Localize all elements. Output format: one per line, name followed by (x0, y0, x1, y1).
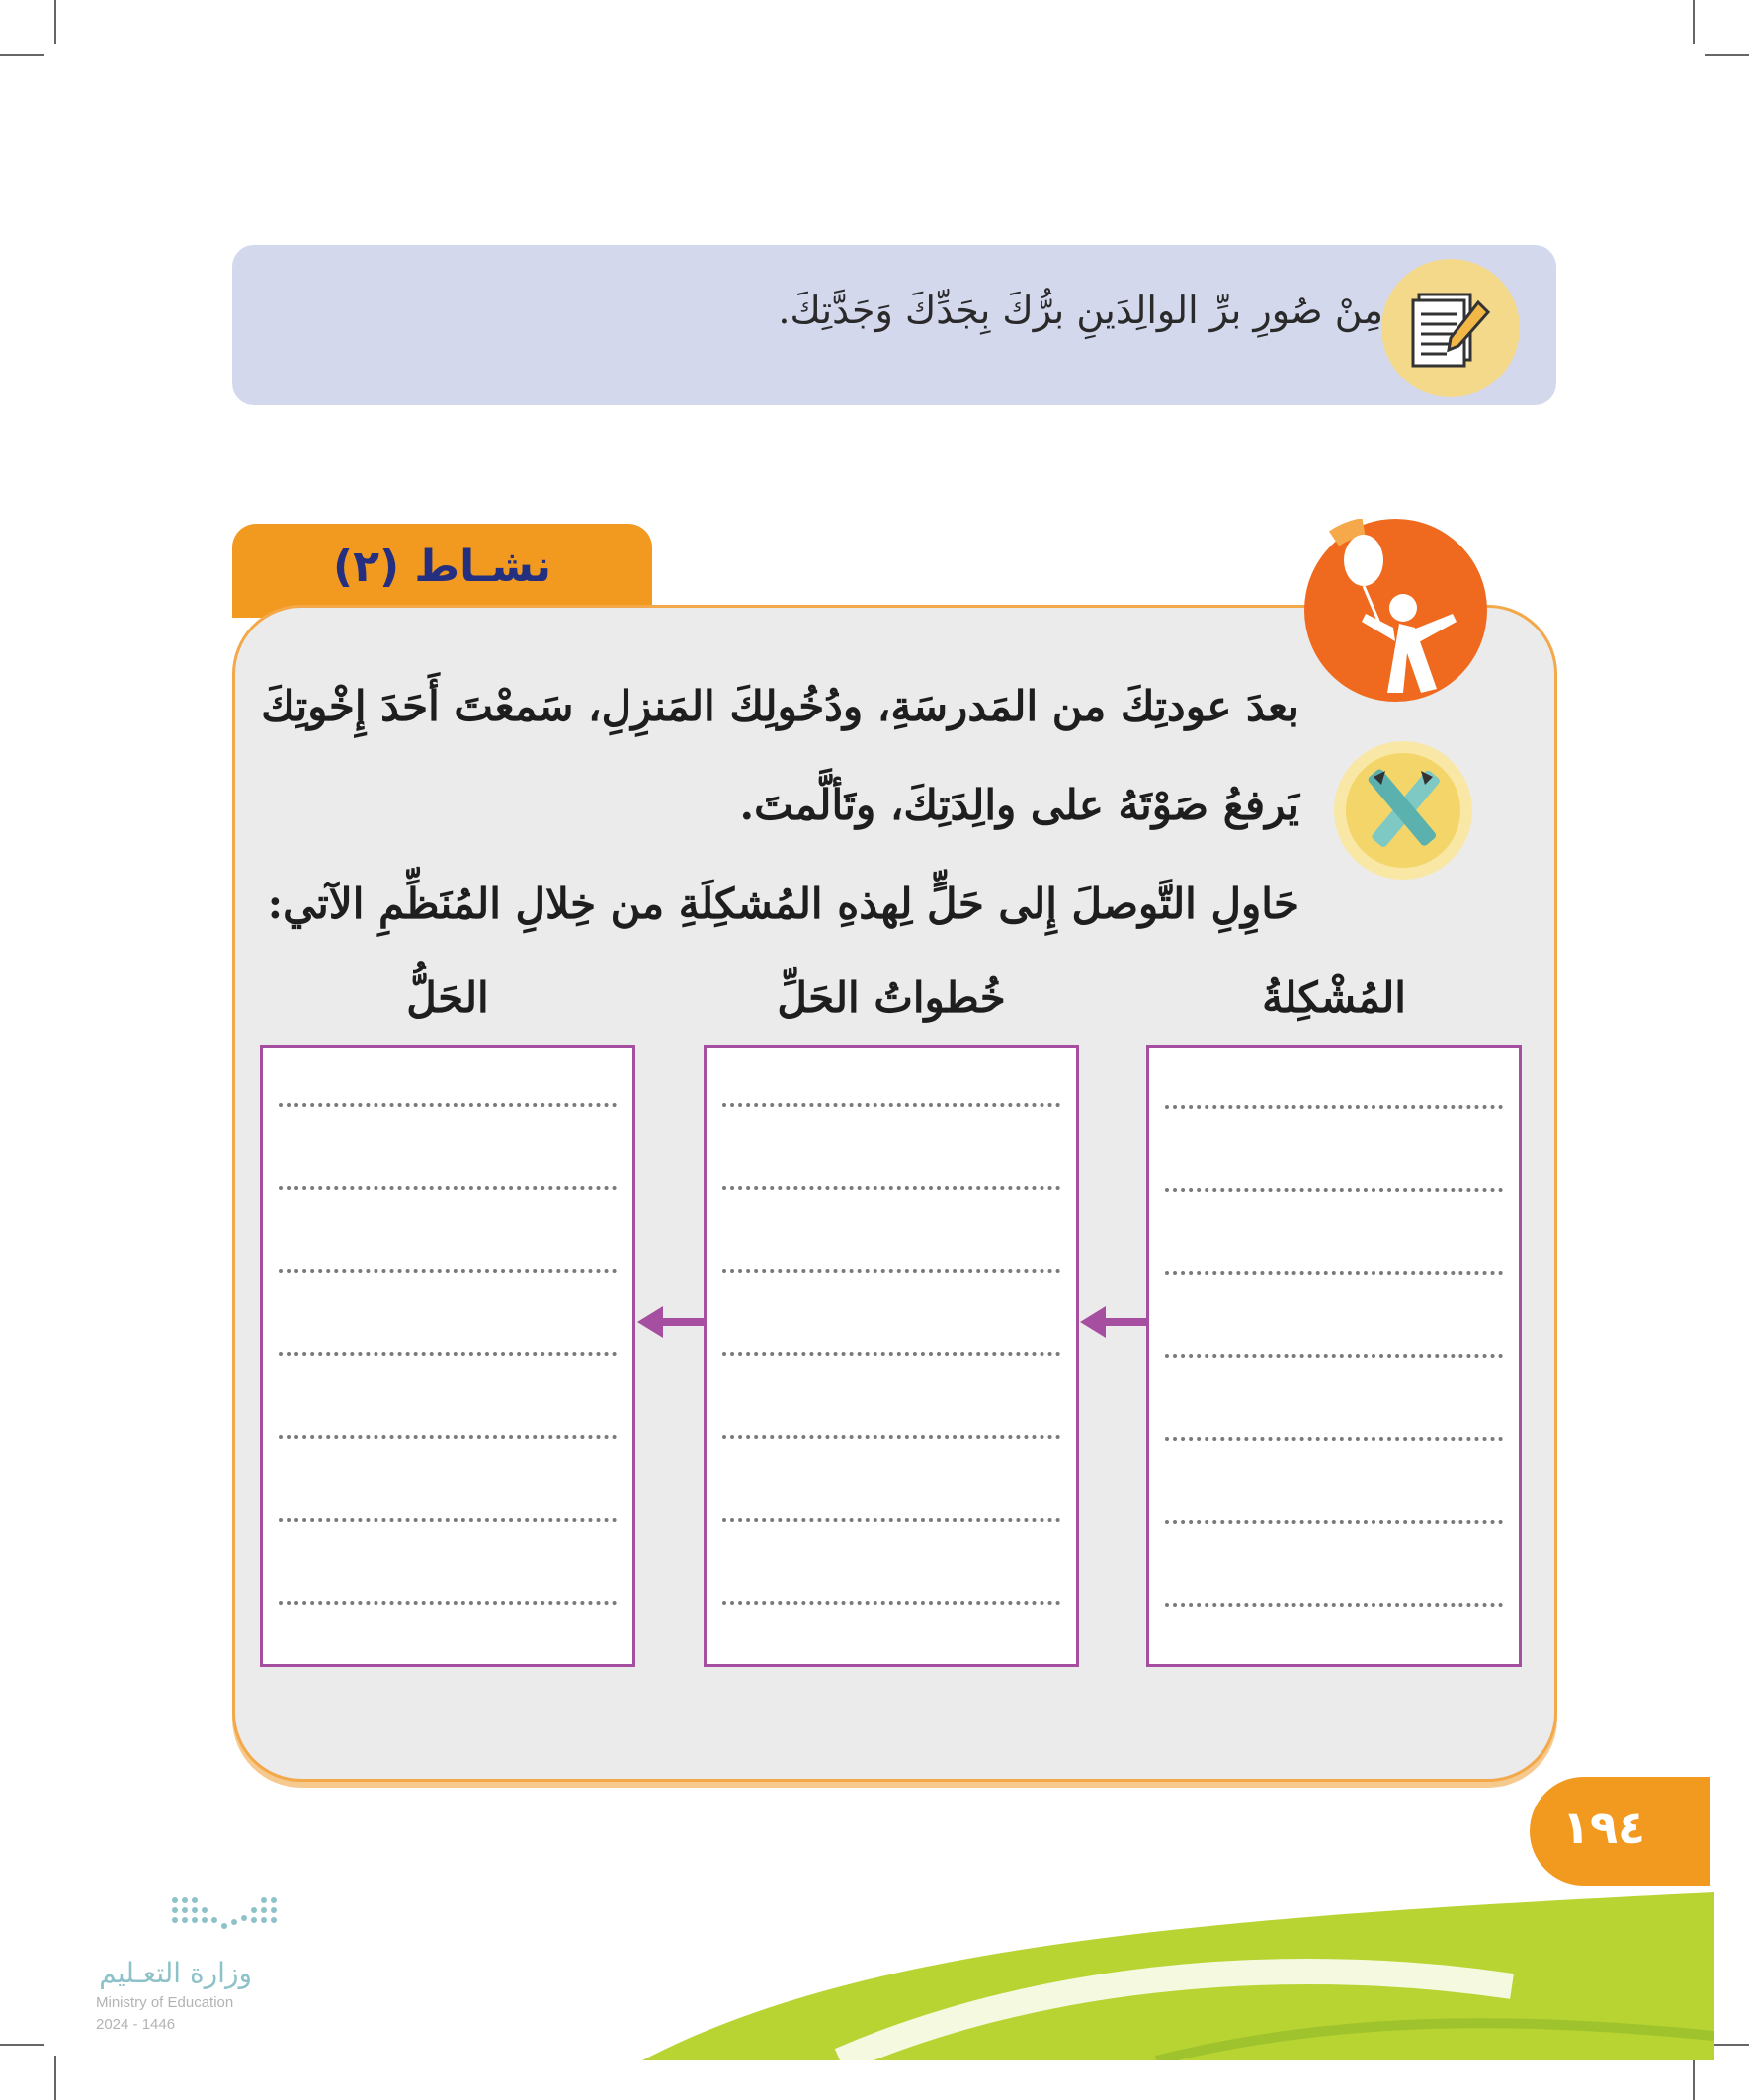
ministry-year: 2024 - 1446 (96, 2016, 176, 2033)
writing-line[interactable] (279, 1435, 617, 1439)
left-arrow-icon (637, 1302, 707, 1342)
writing-line[interactable] (722, 1352, 1060, 1356)
solution-box[interactable] (260, 1045, 635, 1667)
crop-mark (0, 2044, 44, 2046)
activity-paragraph-line-1: بعدَ عودتِكَ من المَدرسَةِ، ودُخُولِكَ المَنزِلِ، سَمعْتَ أَحَدَ إِخْوتِكَ (261, 682, 1299, 730)
writing-line[interactable] (1165, 1520, 1503, 1524)
steps-box[interactable] (704, 1045, 1079, 1667)
crop-mark (1693, 2056, 1695, 2100)
writing-line[interactable] (279, 1601, 617, 1605)
crop-mark (0, 54, 44, 56)
writing-line[interactable] (1165, 1354, 1503, 1358)
crop-mark (54, 0, 56, 44)
crop-mark (54, 2056, 56, 2100)
writing-line[interactable] (1165, 1271, 1503, 1275)
writing-line[interactable] (279, 1352, 617, 1356)
column-title-solution: الحَلُّ (406, 973, 489, 1022)
writing-line[interactable] (722, 1186, 1060, 1190)
ministry-name-arabic: وزارة التعـليم (99, 1957, 252, 1989)
writing-line[interactable] (722, 1601, 1060, 1605)
page-number: ١٩٤ (1561, 1801, 1646, 1854)
crop-mark (1693, 0, 1695, 44)
column-title-problem: المُشْكِلةُ (1262, 973, 1406, 1022)
left-arrow-icon (1080, 1302, 1149, 1342)
activity-paragraph-line-2: يَرفعُ صَوْتَهُ على والِدَتِكَ، وتَألَّمتَ. (739, 781, 1299, 829)
writing-line[interactable] (722, 1518, 1060, 1522)
writing-line[interactable] (1165, 1603, 1503, 1607)
child-balloon-icon (1304, 519, 1487, 702)
writing-line[interactable] (279, 1269, 617, 1273)
activity-instruction: حَاوِلِ التَّوصلَ إِلى حَلٍّ لِهذهِ المُشكِلَةِ من خِلالِ المُنَظِّمِ الآتي: (267, 880, 1299, 928)
notepad-pencil-icon (1381, 259, 1520, 397)
writing-line[interactable] (722, 1269, 1060, 1273)
writing-line[interactable] (1165, 1188, 1503, 1192)
note-text: مِنْ صُورِ برِّ الوالِدَينِ برُّكَ بِجَدِّكَ وَجَدَّتِكَ. (778, 289, 1383, 332)
problem-box[interactable] (1146, 1045, 1522, 1667)
activity-title: نشـاط (٢) (333, 542, 551, 592)
writing-line[interactable] (722, 1435, 1060, 1439)
crop-mark (1705, 54, 1749, 56)
writing-line[interactable] (1165, 1105, 1503, 1109)
green-hill-decoration (642, 1888, 1714, 2060)
writing-line[interactable] (279, 1518, 617, 1522)
writing-line[interactable] (279, 1103, 617, 1107)
column-title-steps: خُطواتُ الحَلِّ (777, 973, 1006, 1022)
writing-line[interactable] (722, 1103, 1060, 1107)
crossed-pencils-icon (1334, 741, 1472, 880)
ministry-name-english: Ministry of Education (96, 1994, 234, 2011)
writing-line[interactable] (1165, 1437, 1503, 1441)
writing-line[interactable] (279, 1186, 617, 1190)
